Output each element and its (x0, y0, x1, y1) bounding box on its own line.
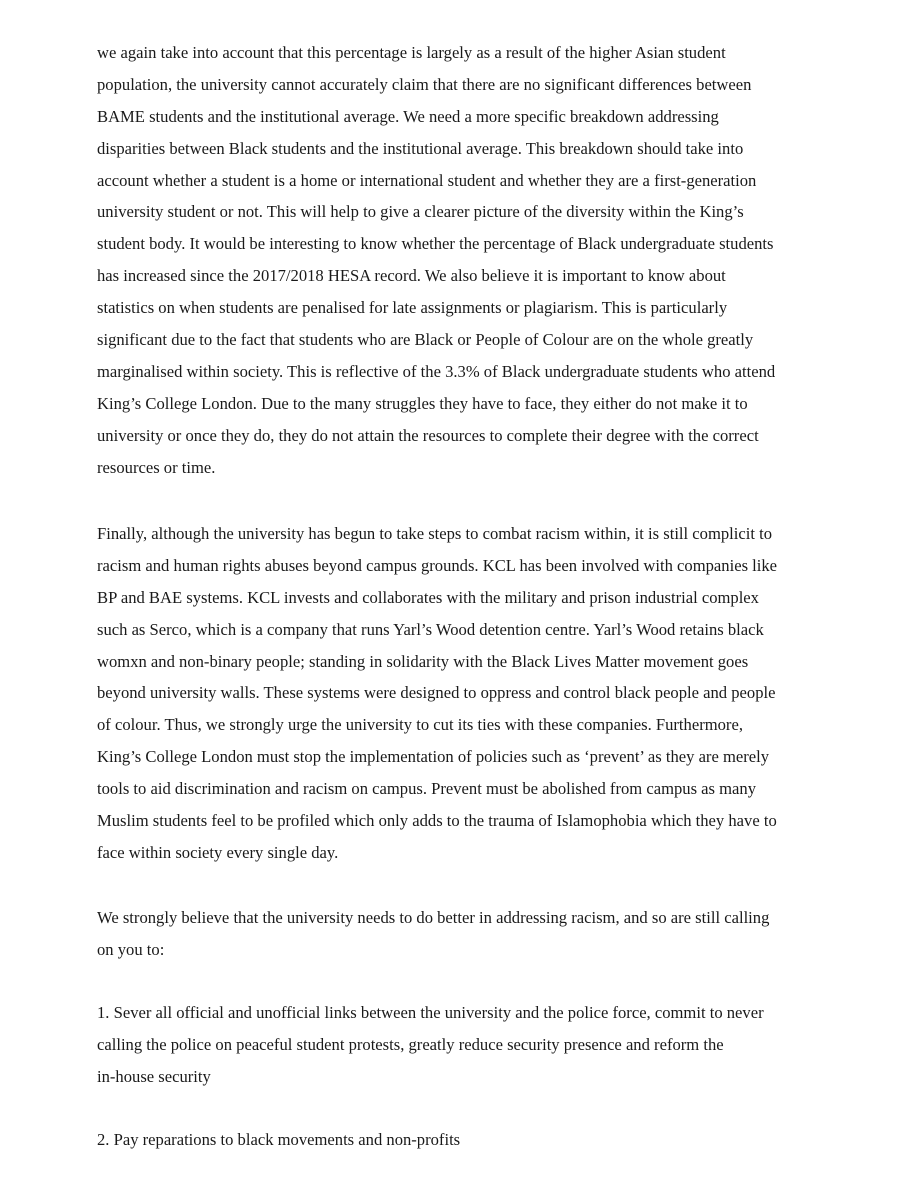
text-line: university or once they do, they do not attain the resources to complete their degree with the correct (97, 425, 759, 445)
text-line: marginalised within society. This is reflective of the 3.3% of Black undergraduate students who attend (97, 361, 776, 381)
text-line: Finally, although the university has begun to take steps to combat racism within, it is still complicit to (97, 524, 773, 543)
text-line: of colour. Thus, we strongly urge the university to cut its ties with these companies. Furthermore, (97, 715, 743, 735)
text-line: population, the university cannot accurately claim that there are no significant differences between (97, 74, 752, 94)
text-line: in-house security (97, 1066, 211, 1086)
text-line: statistics on when students are penalised for late assignments or plagiarism. This is particularly (97, 298, 728, 318)
text-line: 1. Sever all official and unofficial links between the university and the police force, commit to never (97, 1003, 764, 1022)
text-line: has increased since the 2017/2018 HESA record. We also believe it is important to know about (97, 266, 726, 286)
text-line: King’s College London. Due to the many struggles they have to face, they either do not make it to (97, 393, 748, 413)
text-line: account whether a student is a home or international student and whether they are a first-generation (97, 170, 757, 190)
text-line: BP and BAE systems. KCL invests and collaborates with the military and prison industrial complex (97, 587, 759, 607)
text-line: disparities between Black students and the institutional average. This breakdown should take into (97, 138, 744, 158)
text-line: Muslim students feel to be profiled which only adds to the trauma of Islamophobia which they have to (97, 811, 777, 831)
paragraph-calling (97, 902, 837, 966)
text-line: womxn and non-binary people; standing in solidarity with the Black Lives Matter movement goes (97, 651, 749, 671)
text-line: resources or time. (97, 457, 216, 477)
demand-list-item-1 (97, 997, 837, 1093)
text-line: King’s College London must stop the implementation of policies such as ‘prevent’ as they are merely (97, 747, 770, 767)
text-line: we again take into account that this percentage is largely as a result of the higher Asian student (97, 43, 726, 62)
text-line: such as Serco, which is a company that runs Yarl’s Wood detention centre. Yarl’s Wood retains black (97, 619, 764, 639)
text-line: significant due to the fact that students who are Black or People of Colour are on the whole greatly (97, 330, 754, 350)
text-line: beyond university walls. These systems were designed to oppress and control black people and people (97, 683, 776, 703)
text-line: 2. Pay reparations to black movements and non-profits (97, 1130, 461, 1149)
text-line: face within society every single day. (97, 842, 339, 862)
text-line: BAME students and the institutional average. We need a more specific breakdown addressing (97, 106, 719, 126)
text-line: student body. It would be interesting to know whether the percentage of Black undergraduate students (97, 234, 774, 254)
text-line: university student or not. This will help to give a clearer picture of the diversity within the King’s (97, 202, 744, 222)
paragraph-complicity (97, 518, 837, 869)
paragraph-statistics (97, 37, 837, 483)
text-line: racism and human rights abuses beyond campus grounds. KCL has been involved with companies like (97, 555, 778, 575)
text-line: We strongly believe that the university needs to do better in addressing racism, and so are still calling (97, 908, 770, 927)
text-line: on you to: (97, 939, 165, 959)
demand-list-item-2 (97, 1124, 837, 1156)
text-line: calling the police on peaceful student protests, greatly reduce security presence and reform the (97, 1034, 724, 1054)
text-line: tools to aid discrimination and racism on campus. Prevent must be abolished from campus as many (97, 779, 757, 799)
